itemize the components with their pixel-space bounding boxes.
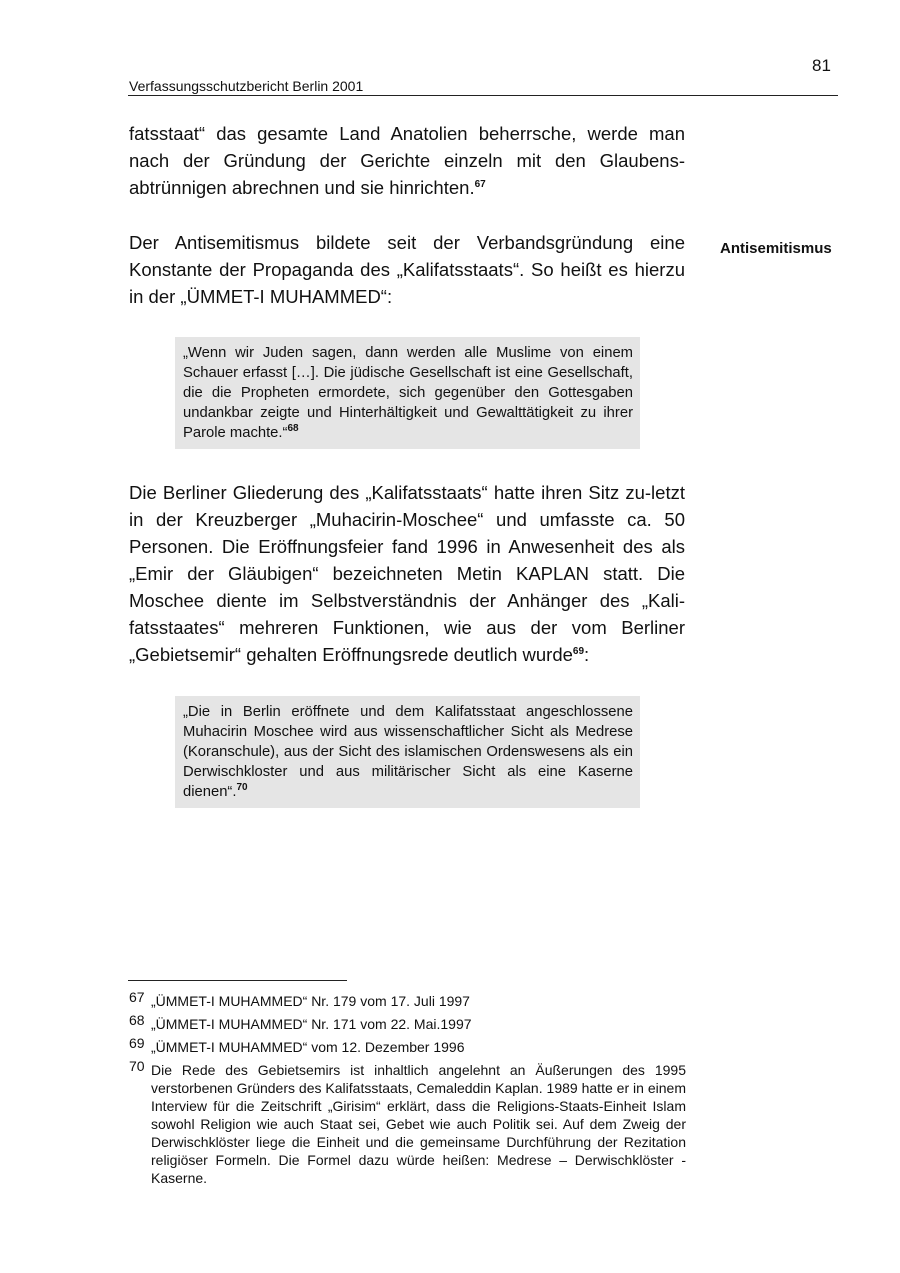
paragraph-text: fatsstaat“ das gesamte Land Anatolien beherrsche, werde man nach der Gründung der Gerichte einzeln mit den Glaubens-abtrünnigen abrechnen und sie hinrichten.: [129, 123, 685, 198]
running-header: Verfassungsschutzbericht Berlin 2001: [129, 78, 364, 94]
footnote: [129, 1035, 686, 1056]
margin-note: Antisemitismus: [720, 240, 832, 257]
footnote-text: „ÜMMET-I MUHAMMED“ Nr. 179 vom 17. Juli 1997: [151, 993, 470, 1009]
quote-text: „Die in Berlin eröffnete und dem Kalifatsstaat angeschlossene Muhacirin Moschee wird aus wissenschaftlicher Sicht als Medrese (Koranschule), aus der Sicht des islamischen Ordenswesens als ein Derwischkloster und aus militärischer Sicht als eine Kaserne dienen“.: [183, 704, 633, 800]
paragraph-text: Der Antisemitismus bildete seit der Verbandsgründung eine Konstante der Propaganda des „Kalifatsstaats“. So heißt es hierzu in der „ÜMMET-I MUHAMMED“:: [129, 232, 685, 307]
page-number: 81: [812, 56, 831, 75]
footnote-number: 68: [129, 1012, 145, 1028]
footnote-ref: 69: [572, 645, 585, 657]
paragraph-text: Die Berliner Gliederung des „Kalifatsstaats“ hatte ihren Sitz zu-letzt in der Kreuzberger „Muhacirin-Moschee“ und umfasste ca. 50 Personen. Die Eröffnungsfeier fand 1996 in Anwesenheit des als „Emir der Gläubigen“ bezeichneten Metin KAPLAN statt. Die Moschee diente im Selbstverständnis der Anhänger des „Kali-fatsstaates“ mehreren Funktionen, wie aus der vom Berliner „Gebietsemir“ gehalten Eröffnungsrede deutlich wurde: [129, 482, 685, 665]
footnote: [129, 1058, 686, 1187]
quote-text: „Wenn wir Juden sagen, dann werden alle Muslime von einem Schauer erfasst […]. Die jüdische Gesellschaft ist eine Gesellschaft, die die Propheten ermordete, sich gegenüber den Gottesgaben undankbar zeigte und Hinterhältigkeit und Gewalttätigkeit zu ihrer Parole machte.“: [183, 345, 633, 441]
header-rule: [128, 95, 838, 96]
footnote: [129, 989, 686, 1010]
footnote-text: Die Rede des Gebietsemirs ist inhaltlich angelehnt an Äußerungen des 1995 verstorbenen Gründers des Kalifatsstaats, Cemaleddin Kaplan. 1989 hatte er in einem Interview für die Zeitschrift „Girisim“ erklärt, dass die Religions-Staats-Einheit Islam sowohl Religion wie auch Staat sei, Gebet wie auch Politik sei. Auf dem Zweig der Derwischklöster liege die Einheit und die gemeinsame Durchführung der Rezitation religiöser Formeln. Die Formel dazu würde heißen: Medrese – Derwischklöster - Kaserne.: [151, 1062, 686, 1186]
footnote-ref: 68: [287, 423, 299, 435]
body-paragraph: [129, 479, 685, 668]
body-paragraph: [129, 120, 685, 201]
footnote-text: „ÜMMET-I MUHAMMED“ vom 12. Dezember 1996: [151, 1039, 465, 1055]
paragraph-tail: :: [584, 644, 590, 665]
footnote-ref: 70: [236, 782, 248, 794]
footnote-rule: [128, 980, 347, 981]
block-quote: [175, 696, 640, 808]
body-paragraph: [129, 229, 685, 310]
footnote: [129, 1012, 686, 1033]
footnote-number: 67: [129, 989, 145, 1005]
block-quote: [175, 337, 640, 449]
footnote-ref: 67: [474, 178, 486, 190]
footnote-number: 69: [129, 1035, 145, 1051]
footnote-number: 70: [129, 1058, 145, 1074]
footnote-text: „ÜMMET-I MUHAMMED“ Nr. 171 vom 22. Mai.1997: [151, 1016, 472, 1032]
